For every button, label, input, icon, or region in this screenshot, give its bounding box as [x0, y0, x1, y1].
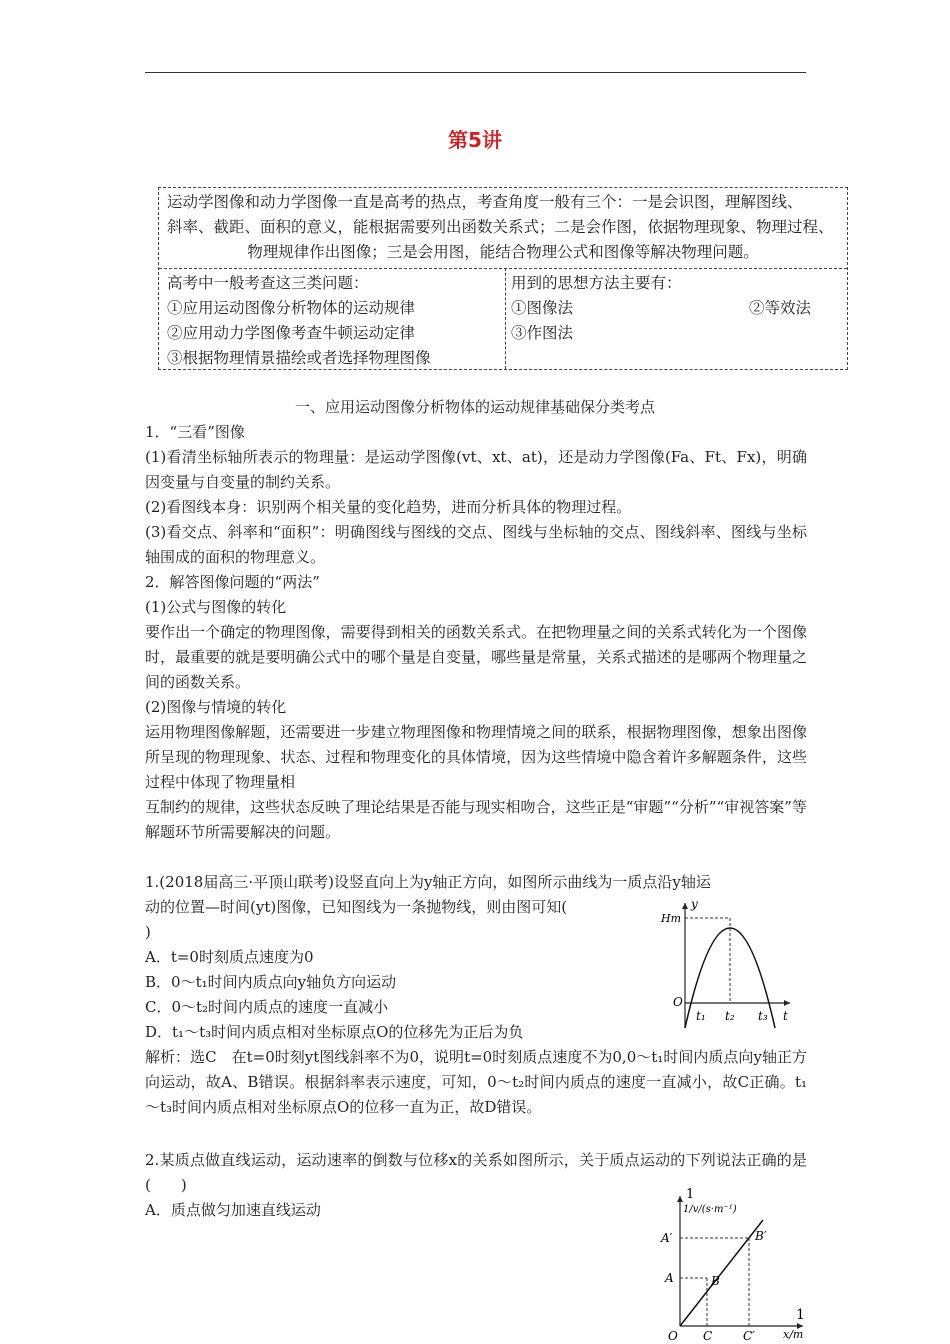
q1-option-b: B．0～t₁时间内质点向y轴负方向运动	[145, 973, 397, 991]
intro-line-3: 物理规律作出图像；三是会用图，能结合物理公式和图像等解决物理问题。	[247, 243, 759, 261]
q1-label-t1: t₁	[696, 1009, 706, 1023]
q2-label-cprime: C′	[743, 1329, 755, 1343]
summary-divider-horizontal	[159, 268, 847, 269]
q1-stem-3: )	[145, 923, 151, 941]
q2-label-aprime: A′	[661, 1231, 673, 1245]
body-p2: (1)看清坐标轴所表示的物理量：是运动学图像(vt、xt、at)，还是动力学图像(Fa、Ft、Fx)，明确因变量与自变量的制约关系。	[145, 448, 807, 491]
q1-figure	[655, 898, 795, 1033]
right-title: 用到的思想方法主要有：	[511, 274, 682, 292]
body-p7: 要作出一个确定的物理图像，需要得到相关的函数关系式。在把物理量之间的关系式转化为一个图像时，最重要的就是要明确公式中的哪个量是自变量，哪些量是常量，关系式描述的是哪两个物理量之间的函数关系。	[145, 623, 807, 691]
q1-label-y: y	[691, 898, 698, 911]
summary-left-column	[167, 271, 431, 371]
summary-intro	[167, 190, 839, 265]
q2-option-a: A．质点做匀加速直线运动	[145, 1201, 321, 1219]
q2-figure	[655, 1188, 815, 1344]
body-text	[145, 420, 807, 845]
q2-label-bprime: B′	[755, 1229, 767, 1243]
q1-analysis: 解析：选C 在t=0时刻yt图线斜率不为0，说明t=0时刻质点速度不为0,0～t₁时间内质点向y轴正方向运动，故A、B错误。根据斜率表示速度，可知，0～t₂时间内质点的速度一直减小，故C正确。t₁～t₃时间内质点相对坐标原点O的位移一直为正，故D错误。	[145, 1048, 807, 1116]
intro-line-1: 运动学图像和动力学图像一直是高考的热点，考查角度一般有三个：一是会识图，理解图线、	[167, 193, 803, 211]
q1-label-hm: Hm	[661, 912, 682, 925]
left-title: 高考中一般考查这三类问题：	[167, 274, 369, 292]
left-item-1: ①应用运动图像分析物体的运动规律	[167, 299, 416, 317]
section-heading: 一、应用运动图像分析物体的运动规律基础保分类考点	[294, 398, 655, 416]
q2-label-b: B	[711, 1274, 720, 1288]
q2-y-arrow	[677, 1196, 683, 1202]
body-p1: 1．“三看”图像	[145, 423, 245, 441]
intro-line-2: 斜率、截距、面积的意义，能根据需要列出函数关系式；二是会作图，依据物理现象、物理过程、	[167, 218, 834, 236]
q1-label-t3: t₃	[758, 1009, 768, 1023]
body-p4: (3)看交点、斜率和“面积”：明确图线与图线的交点、图线与坐标轴的交点、图线斜率、图线与坐标轴围成的面积的物理意义。	[145, 523, 807, 566]
q1-label-o: O	[673, 995, 683, 1009]
left-item-2: ②应用动力学图像考查牛顿运动定律	[167, 324, 416, 342]
body-p3: (2)看图线本身：识别两个相关量的变化趋势，进而分析具体的物理过程。	[145, 498, 632, 516]
summary-box	[158, 187, 848, 370]
q2-label-y: 1/v/(s·m⁻¹)	[683, 1204, 737, 1215]
body-p9: 运用物理图像解题，还需要进一步建立物理图像和物理情境之间的联系，根据物理图像，想象出图像所呈现的物理现象、状态、过程和物理变化的具体情境，因为这些情境中隐含着许多解题条件，这些过程中体现了物理量相	[145, 723, 807, 791]
right-item-3: ③作图法	[511, 324, 574, 342]
q2-label-x: x/m	[783, 1328, 804, 1341]
top-rule	[145, 72, 806, 73]
q2-label-c: C	[703, 1329, 713, 1343]
q1-option-c: C．0～t₂时间内质点的速度一直减小	[145, 998, 389, 1016]
q1-y-arrow	[682, 903, 688, 909]
q1-x-arrow	[784, 1000, 790, 1006]
q2-label-a: A	[665, 1271, 674, 1285]
lecture-title: 第5讲	[448, 128, 502, 152]
left-item-3: ③根据物理情景描绘或者选择物理图像	[167, 349, 431, 367]
right-row	[511, 296, 811, 321]
body-p5: 2．解答图像问题的“两法”	[145, 573, 320, 591]
q1-option-a: A．t=0时刻质点速度为0	[145, 948, 314, 966]
summary-right-column	[511, 271, 841, 346]
q1-label-t2: t₂	[725, 1009, 735, 1023]
q1-label-t: t	[783, 1009, 788, 1023]
q1-stem-2: 动的位置—时间(yt)图像，已知图线为一条抛物线，则由图可知(	[145, 898, 568, 916]
q2-label-one-right: 1	[796, 1307, 805, 1323]
q2-stem: 2.某质点做直线运动，运动速率的倒数与位移x的关系如图所示，关于质点运动的下列说法正确的是( )	[145, 1151, 807, 1194]
q2-label-one-top: 1	[686, 1188, 695, 1202]
q2-label-o: O	[668, 1329, 678, 1343]
summary-divider-vertical	[505, 268, 506, 369]
right-item-1: ①图像法	[511, 299, 574, 317]
q1-stem-1: 1.(2018届高三·平顶山联考)设竖直向上为y轴正方向，如图所示曲线为一质点沿y轴运	[145, 873, 711, 891]
body-p8: (2)图像与情境的转化	[145, 698, 287, 716]
body-p10: 互制约的规律，这些状态反映了理论结果是否能与现实相吻合，这些正是“审题”“分析”“审视答案”等解题环节所需要解决的问题。	[145, 798, 807, 841]
q2-line	[680, 1220, 763, 1326]
right-item-2: ②等效法	[748, 299, 811, 317]
body-p6: (1)公式与图像的转化	[145, 598, 287, 616]
q1-option-d: D．t₁～t₃时间内质点相对坐标原点O的位移先为正后为负	[145, 1023, 524, 1041]
